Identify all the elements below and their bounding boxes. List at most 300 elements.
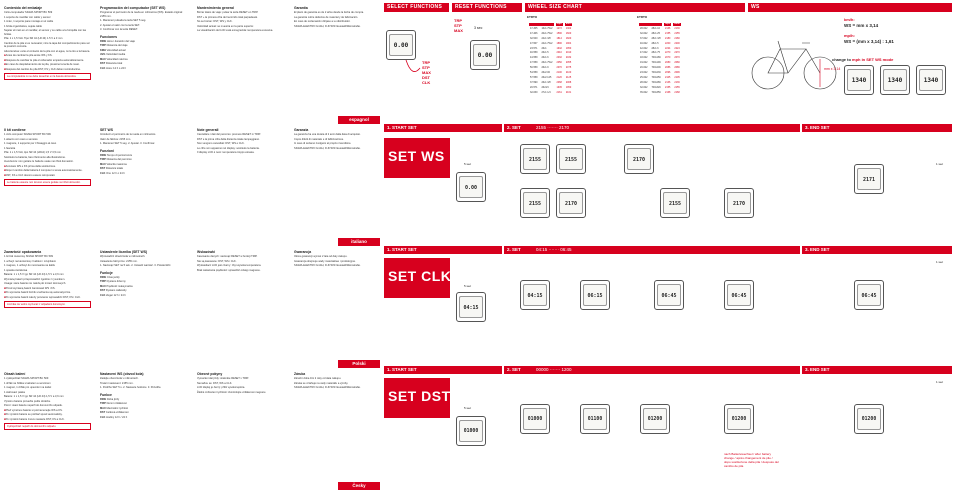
func-key: MAX <box>100 57 106 61</box>
func-desc: Tempo di percorrenza <box>106 153 132 157</box>
select-label: STP <box>422 65 430 70</box>
bullet: ■ Después del cambio de pila DST, KS y CLK deben reintroducirse. <box>4 68 91 72</box>
lcd-value: 2155 <box>559 148 583 170</box>
reset-device <box>454 18 520 104</box>
set-dst-step3: 3. END SET <box>802 366 952 374</box>
wheel-cell: 57-559 <box>530 75 538 79</box>
para: Il display LCD è nero: temperatura troppo elevata. <box>197 151 255 154</box>
wheel-cell: 27x1 1/4 <box>541 90 551 94</box>
lcd-value: 2155 <box>523 192 547 214</box>
wheel-chart <box>527 15 743 105</box>
select-functions-header: SELECT FUNCTIONS <box>384 3 449 12</box>
wheel-cell: 2086 <box>674 66 680 70</box>
section-title: Obecné pokyny <box>197 372 223 376</box>
lang-tab-spanish: espagnol <box>338 116 380 124</box>
wheel-cell: 700x19C <box>651 61 662 65</box>
bullet: ■ Antes de cambiar la pila anote WS y KS. <box>4 54 91 58</box>
change-text: change to <box>832 57 851 62</box>
wheel-cell: 26x1.9 <box>541 66 549 70</box>
para: En caso de reclamación diríjase a su distribuidor. <box>294 20 351 23</box>
wheel-cell: 1600 <box>565 31 572 35</box>
wheel-cell: 2068 <box>565 80 572 84</box>
wheel-cell: 32-622 <box>640 31 648 35</box>
wheel-cell: 28x1 3/8 <box>651 36 661 40</box>
section-title: Gwarancja <box>294 250 312 254</box>
wheel-cell: 1945 <box>556 85 562 89</box>
step2-label: 2. SET <box>507 247 521 252</box>
func-key: RIDE <box>100 397 107 401</box>
wheel-cell: 19-622 <box>640 61 648 65</box>
para: 1. Nacisnąć SET na 5 sek. 2. Ustawić wartość. 3. Potwierdzić. <box>100 264 172 267</box>
section-title: Ustawienie licznika (SET WS) <box>100 250 148 254</box>
wheel-row <box>639 43 681 46</box>
para: DST e la prima cifra della distanza totale lampeggiano. <box>197 137 260 141</box>
func-desc: Velocidad máxima <box>106 57 128 61</box>
para: Programar el perímetro de la rueda en milímetros (WS). Estado original: 2155 mm. <box>100 11 183 18</box>
wheel-cell: 32-630 <box>530 90 538 94</box>
wheel-cell: 2096 <box>665 71 671 75</box>
func-key: MAX <box>100 162 106 166</box>
lcd-value: 04:15 <box>459 296 483 318</box>
wheel-cell: 26x1 3/8 <box>541 80 551 84</box>
para: 1 ciclo computer SIGMA SPORT BC 509 <box>4 133 51 136</box>
wheel-row <box>639 48 681 51</box>
func-key: DST <box>100 411 106 414</box>
func-desc: Distanza del percorso <box>106 158 132 161</box>
reset-label: MAX <box>454 28 463 33</box>
lcd-value: 01100 <box>583 408 607 430</box>
section-title: SET WS <box>100 128 113 132</box>
para: SIGMA-ELEKTRO GmbH, D-67433 Neustadt/Weinstraße. <box>294 264 361 267</box>
wheel-cell: 700x20C <box>651 66 662 70</box>
bullet: ■ Po wymianie baterii licznik uruchamia się automatycznie. <box>4 291 91 295</box>
para: 1 držák na řidítka s kabelem a senzorem <box>4 381 51 385</box>
wheel-cell: 47-406 <box>530 31 538 35</box>
func-desc: Velocità massima <box>106 162 127 166</box>
func-key: TRIP <box>100 44 106 47</box>
wheel-cell: 2155 <box>674 31 680 35</box>
wheel-cell: 2100 <box>565 71 572 75</box>
bullet: ■ Después de cambiar la pila el ordenador empieza automáticamente. <box>4 59 91 63</box>
col3-sec-2 <box>197 247 285 365</box>
wheel-cell: 1950 <box>565 46 572 50</box>
para: 1 attacco con cavo e sensore <box>4 137 38 141</box>
wheel-table-header <box>639 23 681 26</box>
func-key: TRIP <box>100 280 106 283</box>
set-dst-step1: 1. START SET <box>384 366 502 374</box>
wheel-cell: 28x1.6 <box>651 46 659 50</box>
func-key: DST <box>100 289 106 292</box>
para: Valor de fábrica: 2155 mm. <box>100 137 131 141</box>
wheel-cell: 2200 <box>674 41 680 45</box>
wheel-cell: 26x1.75x2 <box>541 61 553 65</box>
wheel-cell: 32-540 <box>530 36 538 40</box>
para: Kasowanie danych: nacisnąć RESET w funkcji TRIP. <box>197 255 258 258</box>
lcd-value: 01200 <box>643 408 667 430</box>
column-1 <box>4 0 91 493</box>
para: Záruka se vztahuje na vady materiálu a výroby. <box>294 381 349 385</box>
bullet: ■ Po výměně baterie se počítač spustí automaticky. <box>4 413 91 417</box>
wheel-cell: 26x1.5 <box>541 51 549 55</box>
ws-formula-kmh: WS = mm x 3,14 <box>844 23 879 28</box>
para: 1 opaska zaciskowa <box>4 268 28 272</box>
clk-lcd-1 <box>456 292 486 322</box>
set-ws-band <box>384 124 952 240</box>
reset-lines <box>454 18 463 33</box>
lang-tab-czech: Česky <box>338 482 380 490</box>
col1-sec-3 <box>4 369 91 489</box>
para: Nie są kasowane: DST, WS i CLK. <box>197 259 237 263</box>
wheel-cell: 26x2.125 <box>541 75 552 79</box>
para: 1 soporte de manillar con cable y sensor <box>4 15 51 19</box>
para: SIGMA-ELEKTRO GmbH, D-67433 Neustadt/Weinstraße. <box>294 24 361 28</box>
para: Zadejte obvod kola v milimetrech. <box>100 377 139 380</box>
wheel-cell: 1272 <box>556 26 562 30</box>
wheel-cell: 2180 <box>665 36 671 40</box>
lcd-value: 06:45 <box>727 284 751 306</box>
col2-sec-1 <box>100 125 188 243</box>
wheel-cell: 35-622 <box>640 90 648 94</box>
lcd-value: 2155 <box>663 192 687 214</box>
wheel-cell: 23-571 <box>530 46 538 50</box>
wheel-row <box>529 72 572 75</box>
wheel-row <box>529 67 572 70</box>
func-key: AVG <box>100 53 106 56</box>
ws-display-1 <box>844 65 874 95</box>
lang-tab-italian: italiano <box>338 238 380 246</box>
wheel-cell: 700x18C <box>651 56 662 60</box>
col4-sec-0 <box>294 3 380 121</box>
func-desc: Velocidad media <box>106 53 126 56</box>
step2-values: 04:15 ······· 06:45 <box>536 247 572 252</box>
para: Baterie: 1 x 1,5 V typ SR 44 (LR 44) 1,5 V a 3,6 mm <box>4 395 64 398</box>
wheel-cell: 50-559 <box>530 66 538 70</box>
dst-lcd-2 <box>520 404 550 434</box>
func-key: KMH <box>100 48 106 52</box>
wheel-cell: 700x35C <box>651 90 662 94</box>
select-label: MAX <box>422 70 431 75</box>
wheel-row <box>529 92 572 95</box>
wheel-cell: 47-507 <box>530 41 538 45</box>
wheel-cell: 26x1 <box>541 46 547 50</box>
para: Wprowadzić obwód koła w milimetrach. <box>100 255 146 258</box>
func-key: DST <box>100 167 106 170</box>
hold-time: 5 sec <box>464 406 472 410</box>
reset-functions-header: RESET FUNCTIONS <box>452 3 522 12</box>
ws-display-3 <box>916 65 946 95</box>
para: Vymazání dat jízdy: stiskněte RESET v TRIP. <box>197 377 249 380</box>
wheel-row <box>529 82 572 85</box>
wheel-cell: 42-622 <box>640 46 648 50</box>
section-title: Garanzia <box>294 128 309 132</box>
section-title: Wskazówki <box>197 250 216 254</box>
wheel-head-cell <box>639 23 662 26</box>
wheel-cell: 26x2.00 <box>541 71 550 75</box>
dst-lcd-1 <box>456 416 486 446</box>
func-desc: Distancia del viaje <box>106 44 128 47</box>
wheel-row <box>529 77 572 80</box>
step2-label: 2. SET <box>507 125 521 130</box>
select-arrow-icon <box>386 18 442 104</box>
para: Avvertenza: non gettare le batterie usate nei rifiuti domestici. <box>4 160 74 163</box>
para: 2. Ajustar el valor con la tecla SET. <box>100 23 140 27</box>
func-key: MAX <box>100 284 106 288</box>
wheel-cell: 2155 <box>665 85 671 89</box>
wheel-cell: 2100 <box>556 71 562 75</box>
func-key: TRIP <box>100 158 106 161</box>
func-key: TRIP <box>100 402 106 405</box>
para: DST + la primera cifra del recorrido total parpadeará. <box>197 15 258 19</box>
wheel-cell: 1942 <box>556 46 562 50</box>
wheel-row <box>529 43 572 46</box>
wheel-row <box>529 57 572 60</box>
wheel-row <box>639 72 681 75</box>
lcd-value: 04:15 <box>523 284 547 306</box>
col1-sec-1 <box>4 125 91 243</box>
wheel-cell: 26x1.6 <box>541 56 549 60</box>
change-note <box>832 57 893 62</box>
wheel-head-cell: mph <box>556 22 562 25</box>
set-dst-step2 <box>504 366 800 374</box>
lcd-value: 01200 <box>727 408 751 430</box>
wheel-cell: 1302 <box>565 26 572 30</box>
clk-lcd-4 <box>654 280 684 310</box>
set-dst-title: SET DST <box>388 388 451 404</box>
col3-sec-0 <box>197 3 285 121</box>
wheel-cell: 24x1 3/8 <box>541 36 551 40</box>
wheel-cell: 2080 <box>674 61 680 65</box>
step2-values: 00000 ······· 1200 <box>536 367 572 372</box>
para: 1. Mantener SET 5 seg. 2. Ajustar. 3. Confirmar. <box>100 142 156 145</box>
wheel-cell: 1890 <box>556 41 562 45</box>
wheel-cell: 700x28C <box>651 80 662 84</box>
wheel-cell: 2010 <box>556 51 562 55</box>
para: Výměnu baterie proveďte podle obrázku. <box>4 399 51 403</box>
para: 1. Mantener pulsada la tecla SET 5 seg. <box>100 19 147 22</box>
disposal-note: La computadora no se debe desechar en la basura doméstica. <box>4 73 91 80</box>
set-ws-title: SET WS <box>388 148 445 164</box>
ws-lcd-5 <box>556 188 586 218</box>
wheel-cell: 2200 <box>665 41 671 45</box>
para: 1 imán, 1 soporte para montaje en el cable <box>4 20 54 23</box>
para: Sujetar el imán en el manillar, el sensor y su cable a la horquilla con las bridas. <box>4 29 87 36</box>
wheel-cell: 2136 <box>665 26 671 30</box>
wheel-cell: 1820 <box>565 36 572 40</box>
wheel-row <box>639 38 681 41</box>
wheel-cell: 2224 <box>665 46 671 50</box>
func-desc: Czas jazdy <box>106 275 120 279</box>
ws-unit-mph: mp/h: <box>844 33 855 38</box>
lcd-value: 2155 <box>523 148 547 170</box>
device-screen: 0.00 <box>389 34 413 56</box>
wheel-cell: 2032 <box>556 56 562 60</box>
ws-display-value: 1340 <box>883 69 907 91</box>
wheel-cell: 25-622 <box>640 75 648 79</box>
bullet: ■ En caso de desplazamiento de la pila, presione la tecla de reset. <box>4 63 91 67</box>
functions-title: Funkce <box>100 392 112 397</box>
wheel-head-cell: km/h <box>565 22 572 25</box>
wheel-cell: 16x1.75x2 <box>541 26 553 30</box>
para: Brak wskazania prędkości: sprawdzić odstęp magnesu. <box>197 268 261 272</box>
para: 1 licznik rowerowy SIGMA SPORT BC 509 <box>4 255 53 258</box>
func-desc: Dystans dzienny <box>106 280 126 283</box>
ws-display-value: 1340 <box>847 69 871 91</box>
para: Pila: 1 x 1,5 Volt, tipo SR 44 (LR44) 1,5 V 3,5 mm <box>4 151 61 154</box>
para: LCD displej je černý: příliš vysoká teplota. <box>197 386 246 389</box>
lcd-value: 0.00 <box>459 176 483 198</box>
ws-lcd-3 <box>556 144 586 174</box>
dst-lcd-5 <box>724 404 754 434</box>
ws-unit-kmh: km/h: <box>844 17 855 22</box>
clk-lcd-6 <box>854 280 884 310</box>
select-label: DST <box>422 75 430 80</box>
lcd-value: 01000 <box>459 420 483 442</box>
lang-tab-polish: Polski <box>338 360 380 368</box>
ws-lcd-6 <box>624 144 654 174</box>
para: Ustawienie fabryczne: 2155 mm. <box>100 259 138 263</box>
para: Introducir el perímetro de la rueda en milímetros. <box>100 133 157 136</box>
select-label: TRP <box>422 60 430 65</box>
hold-time-2: 1 sec <box>936 162 944 166</box>
wheel-cell: 40-559 <box>530 51 538 55</box>
wheel-cell: 2050 <box>556 61 562 65</box>
wheel-cell: 2080 <box>665 61 671 65</box>
bullet: ■ Dopo il cambio della batteria il computer si avvia automaticamente. <box>4 169 91 173</box>
wheel-head-cell: mph <box>665 22 671 25</box>
func-desc: Velocidad actual <box>106 48 126 52</box>
wheel-cell: 2180 <box>674 36 680 40</box>
wheel-cell: 1590 <box>556 31 562 35</box>
wheel-size-chart-header: WHEEL SIZE CHART <box>525 3 745 12</box>
section-title: Zawartość opakowania <box>4 250 42 254</box>
select-device <box>386 18 442 104</box>
wheel-cell: 18-622 <box>640 56 648 60</box>
wheel-cell: 47-305 <box>530 26 538 30</box>
ws-lcd-2 <box>520 144 550 174</box>
column-3 <box>197 0 285 493</box>
disposal-note: Le batterie esauste non devono essere gettate nei rifiuti domestici. <box>4 179 91 186</box>
para: Gwarancja obejmuje wady materiałowe i produkcyjne. <box>294 259 356 263</box>
dst-lcd-6 <box>854 404 884 434</box>
wheel-row <box>639 33 681 36</box>
column-4 <box>294 0 380 493</box>
device-screen: 0.00 <box>473 44 497 66</box>
wheel-cell: 1904 <box>565 41 572 45</box>
hold-time-2: 1 sec <box>936 260 944 264</box>
col3-sec-3 <box>197 369 285 489</box>
wheel-cell: 2120 <box>556 75 562 79</box>
ws-panel <box>750 15 952 105</box>
reset-time: 3 sec <box>474 26 483 30</box>
wheel-cell: 2155 <box>665 31 671 35</box>
func-key: CLK <box>100 171 106 175</box>
para: 1. Podržte SET 5 s. 2. Nastavte hodnotu. 3. Potvrďte. <box>100 386 162 389</box>
ws-formula-mph: WS = (mm x 3,14) : 1,61 <box>844 39 894 44</box>
section-title: Il kit contiene <box>4 128 26 132</box>
wheel-cell: 37-590 <box>530 80 538 84</box>
ws-lcd-1 <box>456 172 486 202</box>
wheel-row <box>639 57 681 60</box>
para: 1 magnet, 1 držák pro upevnění na kabel <box>4 386 52 389</box>
para: Wyświetlacz LCD jest czarny: zbyt wysoka temperatura. <box>197 264 262 267</box>
wheel-cell: 2168 <box>674 90 680 94</box>
wheel-cell: 44-559 <box>530 56 538 60</box>
lcd-value: 01200 <box>857 408 881 430</box>
wheel-row <box>529 48 572 51</box>
lcd-value: 01000 <box>523 408 547 430</box>
func-desc: Celková vzdálenost <box>105 411 129 414</box>
set-ws-step2 <box>504 124 800 132</box>
wheel-cell: 2070 <box>556 66 562 70</box>
battery-change-note: nach Batteriewechsel / after battery change / après changement de pile / dopo sostituzione della pila / después del cambio de pila <box>724 452 779 468</box>
para: SIGMA-ELEKTRO GmbH, D-67433 Neustadt/Weinstraße. <box>294 146 361 150</box>
wheel-cell: 2161 <box>565 90 572 94</box>
lcd-value: 2170 <box>727 192 751 214</box>
clk-lcd-5 <box>724 280 754 310</box>
func-desc: Distancia total <box>105 62 123 65</box>
para: Záruční doba činí 2 roky od data nákupu. <box>294 377 342 380</box>
para: 1 fascetta <box>4 146 16 150</box>
hold-time: 5 sec <box>464 162 472 166</box>
wheel-table-right <box>637 21 683 97</box>
ws-display-value: 1340 <box>919 69 943 91</box>
wheel-row <box>639 62 681 65</box>
ws-display-2 <box>880 65 910 95</box>
lcd-value: 2170 <box>627 148 651 170</box>
para: 1 stahovací páska <box>4 390 25 394</box>
func-key: MAX <box>100 406 106 410</box>
col2-sec-3 <box>100 369 188 489</box>
para: Nemažou se: DST, WS a CLK. <box>197 381 233 385</box>
func-key: RIDE <box>100 39 107 43</box>
para: SIGMA-ELEKTRO GmbH, D-67433 Neustadt/Weinstraße. <box>294 386 361 389</box>
wheel-row <box>529 87 572 90</box>
wheel-cell: 2096 <box>674 71 680 75</box>
wheel-head-cell <box>529 23 554 26</box>
wheel-row <box>639 52 681 55</box>
wheel-row <box>529 62 572 65</box>
set-clk-title: SET CLK <box>388 268 452 284</box>
bicycle-icon <box>750 15 840 95</box>
para: Uwaga: stare baterie nie należą do śmieci domowych. <box>4 282 66 285</box>
para: Cambio de la pila si es necesario; mire la tapa del compartimiento para ver la posición correcta. <box>4 41 90 48</box>
wheel-cell: 54-559 <box>530 71 538 75</box>
para: 3. Confirmar con la tecla RESET. <box>100 28 138 31</box>
para: Cancellare i dati del percorso: premere RESET in TRIP. <box>197 133 261 136</box>
ws-lcd-7 <box>660 188 690 218</box>
wheel-cell: 2125 <box>565 75 572 79</box>
para: La garantía cubre defectos de material y de fabricación. <box>294 15 359 19</box>
set-clk-step2 <box>504 246 800 254</box>
disposal-note: Licznika nie wolno wyrzucać z odpadami domowymi. <box>4 301 91 308</box>
wheel-row <box>529 33 572 36</box>
func-desc: Zegar 12 h / 24 h <box>106 293 126 297</box>
section-title: Note generali <box>197 128 219 132</box>
functions-title: Funzioni <box>100 148 114 153</box>
wheel-cell: 1950 <box>565 85 572 89</box>
section-title: Programación del computador (SET WS) <box>100 6 166 10</box>
wheel-table-header <box>529 23 572 26</box>
section-title: Záruka <box>294 372 306 376</box>
disposal-note: Cyklopočítač nepatří do domovního odpadu. <box>4 423 91 430</box>
ws-lcd-9 <box>854 164 884 194</box>
wheel-row <box>529 28 572 31</box>
change-link: mph in SET WS mode <box>852 57 894 62</box>
col4-sec-1 <box>294 125 380 243</box>
hold-time: 5 sec <box>464 284 472 288</box>
func-desc: Hodiny 12 h / 24 h <box>106 415 128 419</box>
section-title: Mantenimiento general <box>197 6 234 10</box>
